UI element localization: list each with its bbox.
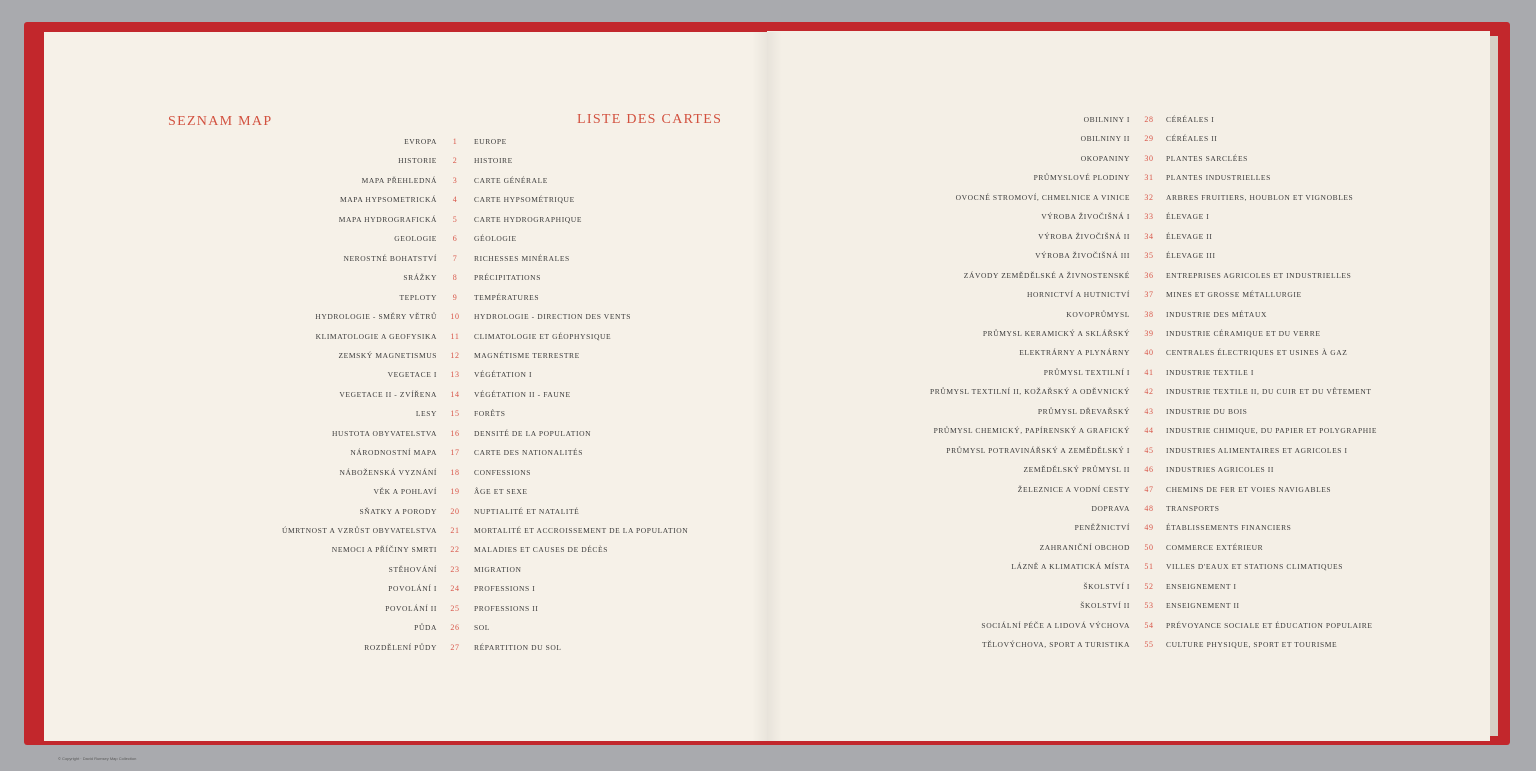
map-number: 51 — [1144, 562, 1154, 572]
czech-title: HUSTOTA OBYVATELSTVA — [332, 428, 437, 438]
french-title: RÉPARTITION DU SOL — [474, 642, 562, 652]
french-title: MIGRATION — [474, 564, 522, 574]
map-number: 40 — [1144, 348, 1154, 358]
czech-title: LESY — [415, 409, 437, 419]
french-title: INDUSTRIE TEXTILE I — [1166, 367, 1254, 377]
heading-liste-des-cartes: LISTE DES CARTES — [577, 112, 723, 127]
map-number: 39 — [1144, 328, 1154, 338]
map-number: 36 — [1144, 270, 1154, 280]
czech-title: NÁBOŽENSKÁ VYZNÁNÍ — [339, 467, 437, 477]
french-title: EUROPE — [474, 137, 507, 146]
french-title: ENTREPRISES AGRICOLES ET INDUSTRIELLES — [1166, 270, 1352, 280]
map-list-entry — [0, 407, 1536, 421]
french-title: CENTRALES ÉLECTRIQUES ET USINES À GAZ — [1166, 348, 1348, 358]
map-list-entry — [0, 426, 1536, 440]
czech-title: ŠKOLSTVÍ II — [1080, 601, 1130, 611]
french-title: CARTE HYPSOMÉTRIQUE — [474, 195, 575, 205]
map-number: 47 — [1144, 484, 1154, 494]
czech-title: ZÁVODY ZEMĚDĚLSKÉ A ŽIVNOSTENSKÉ — [963, 270, 1130, 280]
french-title: TEMPÉRATURES — [474, 292, 540, 302]
map-number: 12 — [450, 350, 460, 360]
map-list-entry — [0, 212, 1536, 226]
czech-title: ŽELEZNICE A VODNÍ CESTY — [1017, 484, 1130, 494]
french-title: VÉGÉTATION II - FAUNE — [474, 389, 571, 399]
czech-title: SOCIÁLNÍ PÉČE A LIDOVÁ VÝCHOVA — [981, 620, 1130, 630]
czech-title: SRÁŽKY — [403, 273, 437, 283]
map-list-entry — [0, 523, 1536, 537]
map-number: 8 — [452, 273, 458, 283]
map-list-entry — [0, 310, 1536, 324]
czech-title: PRŮMYSL TEXTILNÍ II, KOŽAŘSKÝ A ODĚVNICKÝ — [929, 387, 1130, 397]
map-number: 18 — [450, 467, 460, 477]
czech-title: VÝROBA ŽIVOČIŠNÁ II — [1038, 231, 1130, 241]
map-number: 28 — [1144, 115, 1154, 124]
french-title: ENSEIGNEMENT I — [1166, 581, 1237, 591]
french-title: ÂGE ET SEXE — [474, 487, 528, 497]
map-number: 26 — [450, 623, 460, 633]
map-list-entry — [0, 562, 1536, 576]
map-number: 41 — [1144, 367, 1154, 377]
czech-title: VĚK A POHLAVÍ — [373, 487, 437, 497]
map-number: 9 — [452, 292, 458, 302]
french-title: MINES ET GROSSE MÉTALLURGIE — [1166, 290, 1302, 300]
french-title: VILLES D'EAUX ET STATIONS CLIMATIQUES — [1166, 562, 1343, 572]
map-number: 15 — [450, 409, 460, 419]
map-number: 29 — [1144, 134, 1154, 144]
map-number: 44 — [1144, 426, 1154, 436]
french-title: HYDROLOGIE - DIRECTION DES VENTS — [474, 312, 631, 322]
french-title: ARBRES FRUITIERS, HOUBLON ET VIGNOBLES — [1166, 192, 1354, 202]
map-list-entry — [0, 621, 1536, 635]
map-list-entry — [0, 115, 1536, 129]
czech-title: ÚMRTNOST A VZRŮST OBYVATELSTVA — [281, 526, 437, 535]
map-number: 16 — [450, 428, 460, 438]
french-title: CARTE GÉNÉRALE — [474, 175, 548, 185]
map-list-entry — [0, 368, 1536, 382]
french-title: CHEMINS DE FER ET VOIES NAVIGABLES — [1166, 484, 1332, 494]
czech-title: ZAHRANIČNÍ OBCHOD — [1039, 542, 1130, 552]
map-number: 7 — [452, 253, 458, 263]
czech-title: MAPA PŘEHLEDNÁ — [361, 175, 437, 185]
map-number: 10 — [450, 312, 460, 322]
french-title: RICHESSES MINÉRALES — [474, 253, 570, 263]
french-title: INDUSTRIE TEXTILE II, DU CUIR ET DU VÊTEMENT — [1166, 387, 1372, 397]
map-number: 2 — [452, 156, 458, 166]
map-list-entry — [0, 251, 1536, 265]
map-number: 32 — [1144, 192, 1154, 202]
czech-title: KOVOPRŮMYSL — [1066, 309, 1130, 319]
french-title: MAGNÉTISME TERRESTRE — [474, 350, 580, 360]
french-title: PROFESSIONS I — [474, 584, 536, 594]
map-list-entry — [0, 232, 1536, 246]
french-title: ÉLEVAGE II — [1166, 231, 1213, 241]
map-number: 43 — [1144, 406, 1154, 416]
map-number: 35 — [1144, 251, 1154, 261]
map-number: 42 — [1144, 387, 1154, 397]
french-title: INDUSTRIE CHIMIQUE, DU PAPIER ET POLYGRAPHIE — [1166, 426, 1378, 436]
czech-title: PRŮMYSLOVÉ PLODINY — [1033, 173, 1130, 183]
czech-title: PRŮMYSL DŘEVAŘSKÝ — [1037, 406, 1130, 416]
czech-title: OBILNINY I — [1083, 115, 1130, 124]
map-list-entry — [0, 543, 1536, 557]
czech-title: VEGETACE II - ZVÍŘENA — [339, 389, 437, 399]
czech-title: OKOPANINY — [1080, 153, 1130, 163]
map-list-entry — [0, 154, 1536, 168]
french-title: CULTURE PHYSIQUE, SPORT ET TOURISME — [1166, 640, 1338, 650]
czech-title: PRŮMYSL TEXTILNÍ I — [1043, 367, 1130, 377]
czech-title: POVOLÁNÍ I — [388, 584, 437, 594]
czech-title: VÝROBA ŽIVOČIŠNÁ III — [1035, 251, 1130, 261]
map-number: 17 — [450, 448, 460, 458]
french-title: PLANTES SARCLÉES — [1166, 153, 1248, 163]
czech-title: PŮDA — [414, 623, 437, 633]
czech-title: STĚHOVÁNÍ — [388, 564, 437, 574]
czech-title: ELEKTRÁRNY A PLYNÁRNY — [1019, 348, 1130, 358]
image-credit: © Copyright · David Rumsey Map Collection — [58, 756, 137, 761]
french-title: CARTE HYDROGRAPHIQUE — [474, 214, 583, 224]
czech-title: EVROPA — [404, 137, 437, 146]
french-title: INDUSTRIE CÉRAMIQUE ET DU VERRE — [1166, 328, 1321, 338]
french-title: CARTE DES NATIONALITÉS — [474, 448, 583, 458]
map-number: 50 — [1144, 542, 1154, 552]
czech-title: KLIMATOLOGIE A GEOFYSIKA — [315, 331, 437, 341]
french-title: INDUSTRIES AGRICOLES II — [1166, 465, 1274, 475]
map-list-entry — [0, 465, 1536, 479]
french-title: GÉOLOGIE — [474, 234, 517, 244]
map-number: 30 — [1144, 153, 1154, 163]
french-title: DENSITÉ DE LA POPULATION — [474, 428, 592, 438]
map-number: 14 — [450, 389, 460, 399]
map-number: 37 — [1144, 290, 1154, 300]
map-number: 6 — [452, 234, 458, 244]
french-title: MORTALITÉ ET ACCROISSEMENT DE LA POPULATION — [474, 526, 689, 535]
french-title: INDUSTRIE DU BOIS — [1166, 406, 1248, 416]
czech-title: NEMOCI A PŘÍČINY SMRTI — [331, 545, 437, 555]
czech-title: SŇATKY A PORODY — [359, 506, 437, 516]
czech-title: ROZDĚLENÍ PŮDY — [364, 642, 437, 652]
czech-title: PRŮMYSL KERAMICKÝ A SKLÁŘSKÝ — [982, 328, 1130, 338]
french-title: VÉGÉTATION I — [474, 370, 533, 380]
map-number: 25 — [450, 603, 460, 613]
czech-title: DOPRAVA — [1091, 504, 1130, 513]
czech-title: LÁZNĚ A KLIMATICKÁ MÍSTA — [1011, 562, 1130, 572]
map-number: 45 — [1144, 445, 1154, 455]
map-number: 20 — [450, 506, 460, 516]
czech-title: TĚLOVÝCHOVA, SPORT A TURISTIKA — [982, 640, 1130, 650]
czech-title: OVOCNÉ STROMOVÍ, CHMELNICE A VINICE — [955, 192, 1130, 202]
french-title: ÉLEVAGE III — [1166, 251, 1216, 261]
map-number: 46 — [1144, 465, 1154, 475]
map-list-entry — [0, 173, 1536, 187]
map-number: 52 — [1144, 581, 1154, 591]
french-title: MALADIES ET CAUSES DE DÉCÈS — [474, 545, 608, 555]
czech-title: PRŮMYSL CHEMICKÝ, PAPÍRENSKÝ A GRAFICKÝ — [933, 426, 1130, 436]
french-title: INDUSTRIES ALIMENTAIRES ET AGRICOLES I — [1166, 445, 1348, 455]
czech-title: HYDROLOGIE - SMĚRY VĚTRŮ — [315, 312, 437, 322]
czech-title: POVOLÁNÍ II — [385, 603, 437, 613]
french-title: CÉRÉALES II — [1166, 134, 1218, 144]
map-number: 11 — [450, 331, 460, 341]
map-number: 3 — [452, 175, 458, 185]
map-number: 13 — [450, 370, 460, 380]
czech-title: VÝROBA ŽIVOČIŠNÁ I — [1041, 212, 1130, 222]
french-title: FORÊTS — [474, 409, 506, 419]
map-list-entry — [0, 504, 1536, 518]
map-number: 21 — [450, 526, 460, 535]
french-title: PLANTES INDUSTRIELLES — [1166, 173, 1271, 183]
czech-title: GEOLOGIE — [394, 234, 437, 244]
map-list-entry — [0, 446, 1536, 460]
french-title: CONFESSIONS — [474, 467, 532, 477]
map-number: 54 — [1144, 620, 1154, 630]
map-number: 38 — [1144, 309, 1154, 319]
czech-title: HORNICTVÍ A HUTNICTVÍ — [1026, 290, 1130, 300]
french-title: PROFESSIONS II — [474, 603, 539, 613]
french-title: ÉTABLISSEMENTS FINANCIERS — [1166, 523, 1292, 533]
czech-title: MAPA HYPSOMETRICKÁ — [339, 195, 437, 205]
french-title: CÉRÉALES I — [1166, 115, 1215, 124]
map-list-entry — [0, 485, 1536, 499]
czech-title: PRŮMYSL POTRAVINÁŘSKÝ A ZEMĚDĚLSKÝ I — [946, 445, 1130, 455]
french-title: ENSEIGNEMENT II — [1166, 601, 1240, 611]
map-number: 33 — [1144, 212, 1154, 222]
french-title: CLIMATOLOGIE ET GÉOPHYSIQUE — [474, 331, 612, 341]
czech-title: MAPA HYDROGRAFICKÁ — [338, 214, 437, 224]
map-number: 24 — [450, 584, 460, 594]
map-list-entry — [0, 601, 1536, 615]
map-list-entry — [0, 134, 1536, 148]
french-title: ÉLEVAGE I — [1166, 212, 1210, 222]
map-list-entry — [0, 329, 1536, 343]
czech-title: VEGETACE I — [387, 370, 437, 380]
map-number: 23 — [450, 564, 460, 574]
map-list-entry — [0, 271, 1536, 285]
map-list-entry — [0, 290, 1536, 304]
map-list-entry — [0, 348, 1536, 362]
french-title: PRÉVOYANCE SOCIALE ET ÉDUCATION POPULAIRE — [1166, 620, 1373, 630]
map-number: 53 — [1144, 601, 1154, 611]
french-title: NUPTIALITÉ ET NATALITÉ — [474, 506, 580, 516]
map-number: 34 — [1144, 231, 1154, 241]
czech-title: NEROSTNÉ BOHATSTVÍ — [343, 253, 437, 263]
map-number: 22 — [450, 545, 460, 555]
czech-title: HISTORIE — [398, 156, 437, 166]
map-list-entry — [0, 387, 1536, 401]
czech-title: TEPLOTY — [399, 292, 437, 302]
czech-title: PENĚŽNICTVÍ — [1074, 523, 1130, 533]
map-number: 27 — [450, 642, 460, 652]
map-number: 55 — [1144, 640, 1154, 650]
czech-title: ŠKOLSTVÍ I — [1083, 581, 1130, 591]
map-number: 4 — [452, 195, 458, 205]
french-title: INDUSTRIE DES MÉTAUX — [1166, 309, 1267, 319]
map-number: 49 — [1144, 523, 1154, 533]
french-title: HISTOIRE — [474, 156, 513, 166]
map-list-entry — [0, 640, 1536, 654]
map-number: 19 — [450, 487, 460, 497]
map-number: 48 — [1144, 504, 1154, 513]
map-number: 1 — [452, 137, 458, 146]
french-title: PRÉCIPITATIONS — [474, 273, 541, 283]
czech-title: NÁRODNOSTNÍ MAPA — [350, 448, 437, 458]
heading-seznam-map: SEZNAM MAP — [168, 114, 273, 129]
french-title: TRANSPORTS — [1166, 504, 1220, 513]
czech-title: ZEMĚDĚLSKÝ PRŮMYSL II — [1023, 465, 1130, 475]
czech-title: ZEMSKÝ MAGNETISMUS — [338, 350, 437, 360]
czech-title: OBILNINY II — [1080, 134, 1130, 144]
map-list-entry — [0, 193, 1536, 207]
map-number: 5 — [452, 214, 458, 224]
map-number: 31 — [1144, 173, 1154, 183]
french-title: SOL — [474, 623, 490, 633]
french-title: COMMERCE EXTÉRIEUR — [1166, 542, 1264, 552]
map-list-entry — [0, 582, 1536, 596]
